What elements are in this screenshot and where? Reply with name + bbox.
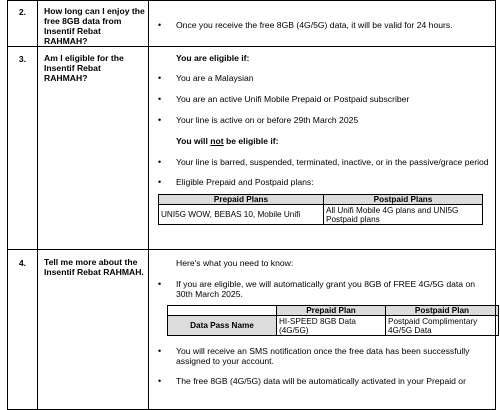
faq-row-3	[8, 47, 496, 250]
plans-cell-prepaid: UNI5G WOW, BEBAS 10, Mobile Unifi	[159, 205, 324, 225]
eligible-item: • You are a Malaysian	[157, 73, 489, 83]
plans-header-postpaid: Postpaid Plans	[324, 195, 483, 205]
eligible-item: • Your line is active on or before 29th March 2025	[157, 115, 489, 125]
data-pass-table	[167, 305, 499, 336]
plans-header-prepaid: Prepaid Plans	[159, 195, 324, 205]
not-eligible-pre: You will	[176, 136, 211, 146]
question-text: Am I eligible for the Insentif Rebat RAHMAH?	[38, 47, 149, 250]
question-number: 4.	[8, 250, 38, 410]
pass-header-postpaid: Postpaid Plan	[386, 306, 499, 316]
answer-bullet: • If you are eligible, we will automatically grant you 8GB of FREE 4G/5G data on 30th March 2025.	[157, 279, 489, 299]
question-text: Tell me more about the Insentif Rebat RAHMAH.	[38, 250, 149, 410]
answer-cell	[149, 47, 496, 250]
question-number: 3.	[8, 47, 38, 250]
faq-table	[7, 0, 496, 410]
plans-intro: • Eligible Prepaid and Postpaid plans:	[157, 177, 489, 187]
pass-cell-prepaid: HI-SPEED 8GB Data (4G/5G)	[277, 316, 386, 336]
question-text: How long can I enjoy the free 8GB data from Insentif Rebat RAHMAH?	[38, 1, 149, 47]
not-eligible-post: be eligible if:	[223, 136, 279, 146]
faq-row-2	[8, 1, 496, 47]
eligible-item: • You are an active Unifi Mobile Prepaid or Postpaid subscriber	[157, 94, 489, 104]
faq-row-4	[8, 250, 496, 410]
not-eligible-not: not	[210, 136, 224, 146]
data-pass-corner	[168, 306, 277, 316]
not-eligible-item: • Your line is barred, suspended, terminated, inactive, or in the passive/grace period	[157, 157, 489, 167]
pass-cell-postpaid: Postpaid Complimentary 4G/5G Data	[386, 316, 499, 336]
answer-bullet: • The free 8GB (4G/5G) data will be automatically activated in your Prepaid or	[157, 376, 489, 386]
answer-bullet: • You will receive an SMS notification once the free data has been successfully assigned to your account.	[157, 346, 489, 366]
pass-header-prepaid: Prepaid Plan	[277, 306, 386, 316]
question-number: 2.	[8, 1, 38, 47]
pass-row-label: Data Pass Name	[168, 316, 277, 336]
answer-intro: Here's what you need to know:	[176, 258, 294, 268]
not-eligible-heading	[157, 136, 489, 146]
plans-table	[158, 194, 483, 225]
answer-bullet: • Once you receive the free 8GB (4G/5G) data, it will be valid for 24 hours.	[157, 20, 489, 30]
eligible-heading: You are eligible if:	[176, 53, 250, 63]
plans-cell-postpaid: All Unifi Mobile 4G plans and UNI5G Postpaid plans	[324, 205, 483, 225]
answer-cell	[149, 1, 496, 47]
answer-cell	[149, 250, 496, 410]
